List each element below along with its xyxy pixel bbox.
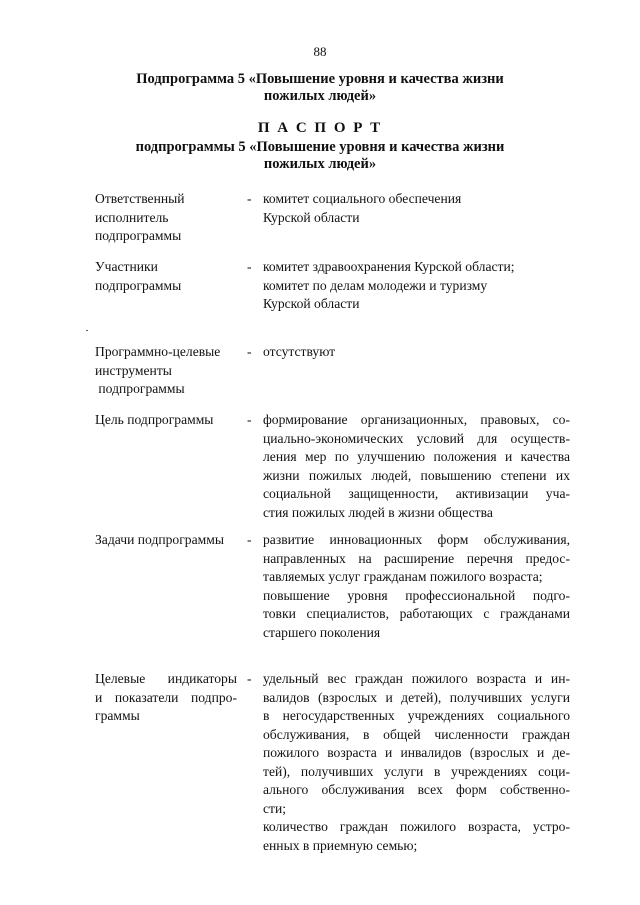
value-line: енных в приемную семью;: [263, 837, 418, 853]
row-label: [95, 411, 237, 430]
value-line: тей), получивших услуги в учреждениях соци-: [263, 763, 570, 779]
subprogram-title-line: Подпрограмма 5 «Повышение уровня и качества жизни: [136, 71, 504, 87]
value-line: валидов (взрослых и детей), получивших услуги: [263, 689, 570, 705]
value-line: стия пожилых людей в жизни общества: [263, 504, 493, 520]
value-line: Курской области: [263, 209, 360, 225]
value-line: ального обслуживания всех форм собственно-: [263, 782, 570, 797]
row-value: [263, 670, 570, 855]
value-line: старшего поколения: [263, 624, 381, 640]
row-value: [263, 343, 570, 362]
row-label: [95, 531, 237, 550]
row-dash: -: [247, 532, 252, 547]
row-value: [263, 258, 570, 314]
value-line: комитет здравоохранения Курской области;: [263, 259, 515, 274]
row-label: [95, 670, 237, 726]
value-line: повышение уровня профессиональной подго-: [263, 587, 570, 603]
passport-heading: П А С П О Р Т: [257, 120, 383, 136]
page-number: 88: [313, 44, 327, 59]
row-dash: -: [247, 344, 252, 359]
value-line: отсутствуют: [263, 344, 336, 359]
value-line: количество граждан пожилого возраста, устро-: [263, 819, 570, 834]
value-line: обслуживания, в общей численности граждан: [263, 726, 570, 742]
subprogram-title: [0, 71, 640, 105]
label-line: подпрограммы: [95, 277, 182, 293]
value-line: товки специалистов, работающих с гражданами: [263, 606, 570, 621]
label-line: подпрограммы: [95, 228, 182, 243]
label-line: подпрограммы: [95, 381, 185, 396]
value-line: циально-экономических условий для осуществ-: [263, 430, 570, 446]
value-line: удельный вес граждан пожилого возраста и ин-: [263, 671, 570, 686]
label-line: инструменты: [95, 362, 172, 378]
value-line: комитет по делам молодежи и туризму: [263, 277, 488, 293]
row-value: [263, 411, 570, 522]
row-dash: -: [247, 671, 252, 686]
value-line: тавляемых услуг гражданам пожилого возраста;: [263, 569, 543, 584]
label-line: Цель подпрограммы: [95, 412, 214, 427]
passport-title-line: пожилых людей»: [263, 156, 377, 172]
label-line: исполнитель: [95, 209, 169, 225]
value-line: ления мер по улучшению положения и качества: [263, 449, 570, 464]
row-dash: -: [247, 412, 252, 427]
value-line: социальной защищенности, активизации уча-: [263, 486, 570, 501]
value-line: развитие инновационных форм обслуживания,: [263, 532, 570, 547]
row-dash: -: [247, 259, 252, 274]
value-line: комитет социального обеспечения: [263, 191, 462, 206]
label-line: Участники: [95, 259, 158, 274]
label-line: и показатели подпро-: [95, 689, 237, 705]
value-line: Курской области: [263, 296, 360, 311]
passport-title: [0, 139, 640, 173]
row-label: [95, 258, 237, 295]
value-line: жизни пожилых людей, повышению степени их: [263, 467, 570, 483]
label-line: Ответственный: [95, 191, 185, 206]
subprogram-title-line: пожилых людей»: [263, 88, 377, 104]
label-line: Задачи подпрограммы: [95, 532, 224, 547]
passport-title-line: подпрограммы 5 «Повышение уровня и качества жизни: [135, 139, 505, 155]
row-label: [95, 343, 237, 399]
label-line: граммы: [95, 708, 140, 723]
scan-speck: [86, 330, 88, 331]
row-value: [263, 531, 570, 642]
value-line: формирование организационных, правовых, со-: [263, 412, 570, 427]
value-line: в негосударственных учреждениях социального: [263, 708, 570, 723]
row-value: [263, 190, 570, 227]
label-line: Программно-целевые: [95, 344, 221, 359]
label-line: Целевые индикаторы: [95, 671, 237, 686]
row-dash: -: [247, 191, 252, 206]
value-line: пожилого возраста и инвалидов (взрослых и де-: [263, 745, 570, 760]
row-label: [95, 190, 237, 246]
value-line: сти;: [263, 800, 287, 816]
value-line: направленных на расширение перечня предос-: [263, 550, 570, 566]
